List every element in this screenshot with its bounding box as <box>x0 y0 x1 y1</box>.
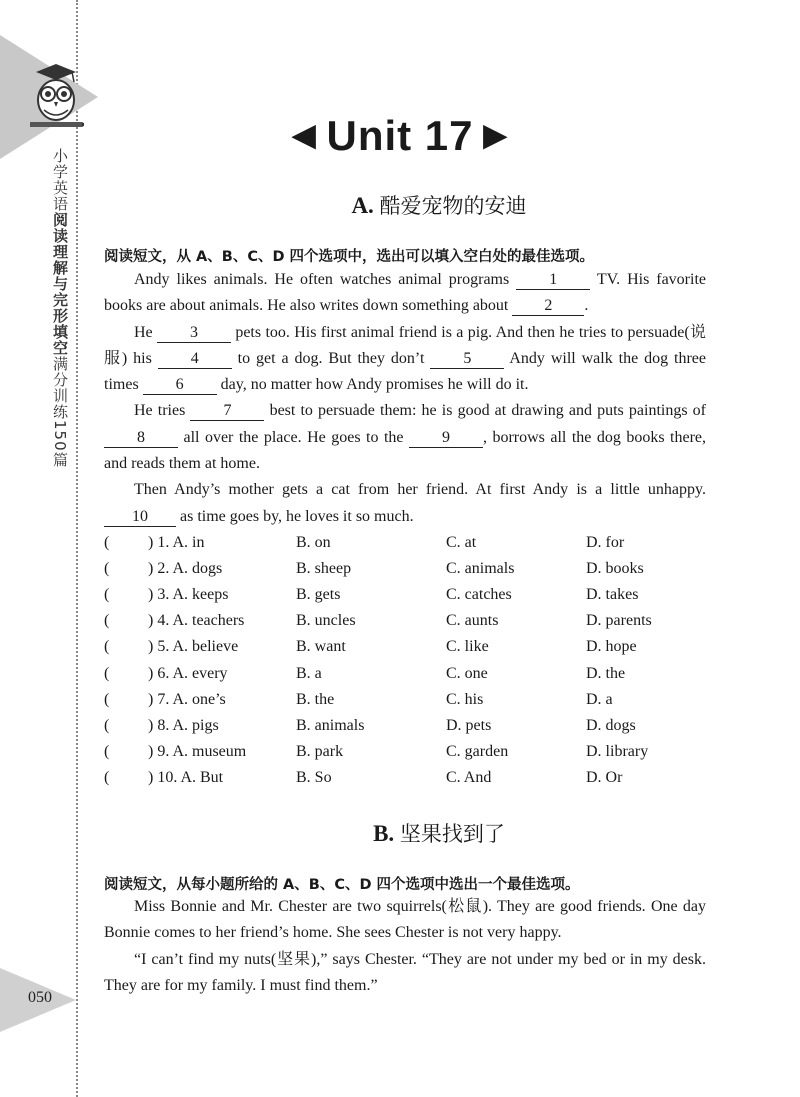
option-choice: ) 1. A. in <box>148 534 205 552</box>
section-a-heading: 酷爱宠物的安迪 <box>379 194 527 218</box>
option-choice: D. hope <box>586 638 637 656</box>
blank-1[interactable]: 1 <box>516 271 590 290</box>
question-row <box>104 582 714 608</box>
option-choice: C. like <box>446 638 489 656</box>
page-number: 050 <box>28 989 52 1006</box>
section-b-instruction: 阅读短文，从每小题所给的 A、B、C、D 四个选项中选出一个最佳选项。 <box>104 877 580 893</box>
option-choice: B. gets <box>296 586 341 604</box>
option-choice: D. parents <box>586 612 652 630</box>
option-choice: C. at <box>446 534 477 552</box>
option-choice: C. catches <box>446 586 512 604</box>
blank-7[interactable]: 7 <box>190 402 264 421</box>
answer-options <box>104 530 714 791</box>
option-choice: D. dogs <box>586 716 636 734</box>
option-choice: B. animals <box>296 716 365 734</box>
question-row <box>104 713 714 739</box>
option-choice: ) 9. A. museum <box>148 742 247 760</box>
option-choice: C. aunts <box>446 612 499 630</box>
right-triangle-icon: ▶ <box>483 119 508 152</box>
blank-4[interactable]: 4 <box>158 350 232 369</box>
option-choice: C. animals <box>446 560 515 578</box>
question-row <box>104 660 714 686</box>
section-a-letter: A. <box>351 193 374 218</box>
section-a-instruction: 阅读短文，从 A、B、C、D 四个选项中，选出可以填入空白处的最佳选项。 <box>104 249 595 265</box>
answer-bracket[interactable]: ( <box>104 612 110 630</box>
answer-bracket[interactable]: ( <box>104 768 110 786</box>
section-b-heading: 坚果找到了 <box>399 822 505 846</box>
blank-5[interactable]: 5 <box>430 350 504 369</box>
option-choice: ) 2. A. dogs <box>148 560 223 578</box>
answer-bracket[interactable]: ( <box>104 638 110 656</box>
option-choice: ) 10. A. But <box>148 768 224 786</box>
section-a-title <box>78 190 800 220</box>
option-choice: D. books <box>586 560 644 578</box>
option-choice: ) 7. A. one’s <box>148 690 226 708</box>
option-choice: C. garden <box>446 742 509 760</box>
option-choice: ) 5. A. believe <box>148 638 239 656</box>
option-choice: C. And <box>446 768 492 786</box>
book-title-part3: 满分训练150篇 <box>51 356 69 468</box>
option-choice: B. on <box>296 534 331 552</box>
question-row <box>104 634 714 660</box>
option-choice: C. one <box>446 664 488 682</box>
answer-bracket[interactable]: ( <box>104 716 110 734</box>
option-choice: ) 3. A. keeps <box>148 586 229 604</box>
section-b-title <box>78 818 800 848</box>
option-choice: D. Or <box>586 768 623 786</box>
answer-bracket[interactable]: ( <box>104 560 110 578</box>
option-choice: C. his <box>446 690 484 708</box>
option-choice: D. the <box>586 664 626 682</box>
left-triangle-icon: ◀ <box>292 119 317 152</box>
blank-3[interactable]: 3 <box>157 324 231 343</box>
option-choice: B. park <box>296 742 344 760</box>
book-title-part2: 阅读理解与完形填空 <box>51 212 69 356</box>
passage-paragraph: He 3 pets too. His first animal friend is a pig. And then he tries to persuade(说服) his 4 to get a dog. But they don’t 5 Andy will walk the dog three times 6 day, no matter how Andy promises he will do it. <box>104 323 707 394</box>
answer-bracket[interactable]: ( <box>104 664 110 682</box>
blank-10[interactable]: 10 <box>104 508 176 527</box>
option-choice: ) 4. A. teachers <box>148 612 245 630</box>
question-row <box>104 530 714 556</box>
answer-bracket[interactable]: ( <box>104 534 110 552</box>
question-row <box>104 556 714 582</box>
option-choice: B. a <box>296 664 322 682</box>
question-row <box>104 687 714 713</box>
section-b-letter: B. <box>373 821 395 846</box>
book-title-part1: 小学英语 <box>51 148 69 212</box>
section-a-passage <box>104 267 706 530</box>
passage-paragraph: Andy likes animals. He often watches animal programs 1 TV. His favorite books are about animals. He also writes down something about 2 . <box>104 271 706 315</box>
blank-2[interactable]: 2 <box>512 297 584 316</box>
book-series-title <box>46 148 74 468</box>
option-choice: B. uncles <box>296 612 356 630</box>
passage-paragraph: “I can’t find my nuts(坚果),” says Chester. “They are not under my bed or in my desk. They are for my family. I must find them.” <box>104 950 706 994</box>
answer-bracket[interactable]: ( <box>104 690 110 708</box>
passage-paragraph: Miss Bonnie and Mr. Chester are two squirrels(松鼠). They are good friends. One day Bonnie comes to her friend’s home. She sees Chester is not very happy. <box>104 898 706 942</box>
section-b-passage <box>104 894 706 999</box>
blank-8[interactable]: 8 <box>104 429 178 448</box>
option-choice: B. the <box>296 690 335 708</box>
option-choice: D. pets <box>446 716 492 734</box>
option-choice: D. a <box>586 690 613 708</box>
answer-bracket[interactable]: ( <box>104 586 110 604</box>
binding-line <box>76 0 78 1097</box>
option-choice: D. library <box>586 742 649 760</box>
answer-bracket[interactable]: ( <box>104 742 110 760</box>
option-choice: ) 8. A. pigs <box>148 716 219 734</box>
option-choice: B. want <box>296 638 346 656</box>
option-choice: ) 6. A. every <box>148 664 228 682</box>
blank-6[interactable]: 6 <box>143 376 217 395</box>
question-row <box>104 739 714 765</box>
unit-title-text: Unit 17 <box>326 112 474 159</box>
option-choice: B. So <box>296 768 332 786</box>
unit-title <box>0 112 800 160</box>
option-choice: D. for <box>586 534 625 552</box>
passage-paragraph: Then Andy’s mother gets a cat from her friend. At first Andy is a little unhappy. 10 as time goes by, he loves it so much. <box>104 477 706 530</box>
passage-paragraph: He tries 7 best to persuade them: he is good at drawing and puts paintings of 8 all over the place. He goes to the 9 , borrows all the dog books there, and reads them at home. <box>104 402 707 473</box>
blank-9[interactable]: 9 <box>409 429 483 448</box>
option-choice: D. takes <box>586 586 639 604</box>
option-choice: B. sheep <box>296 560 352 578</box>
question-row <box>104 608 714 634</box>
question-row <box>104 765 714 791</box>
